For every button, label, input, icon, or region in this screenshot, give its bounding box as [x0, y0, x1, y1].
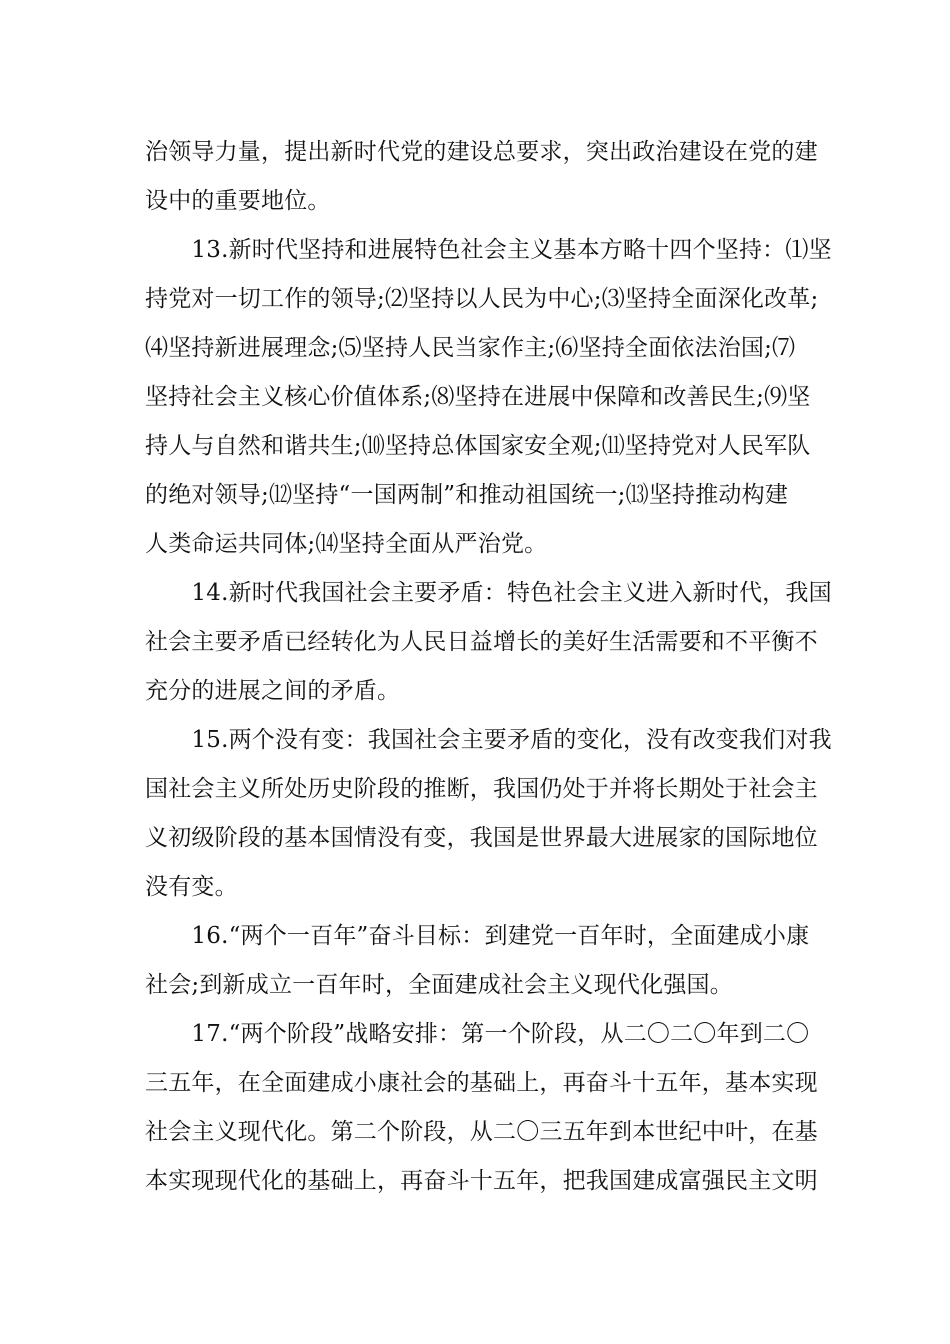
document-body: [145, 128, 832, 1206]
text-line: 社会;到新成立一百年时，全面建成社会主义现代化强国。: [145, 972, 733, 998]
paragraph-12-continued: [145, 128, 825, 226]
text-line: 15.两个没有变：我国社会主要矛盾的变化，没有改变我们对我: [145, 727, 832, 753]
text-line: 持人与自然和谐共生;⑽坚持总体国家安全观;⑾坚持党对人民军队: [145, 433, 811, 459]
text-line: 13.新时代坚持和进展特色社会主义基本方略十四个坚持：⑴坚: [145, 237, 832, 263]
text-line: 人类命运共同体;⒁坚持全面从严治党。: [145, 531, 548, 557]
text-line: 社会主要矛盾已经转化为人民日益增长的美好生活需要和不平衡不: [145, 629, 818, 655]
text-line: 17.“两个阶段”战略安排：第一个阶段，从二〇二〇年到二〇: [145, 1021, 810, 1047]
text-line: 的绝对领导;⑿坚持“一国两制”和推动祖国统一;⒀坚持推动构建: [145, 482, 789, 508]
text-line: 三五年，在全面建成小康社会的基础上，再奋斗十五年，基本实现: [145, 1070, 818, 1096]
text-line: 没有变。: [145, 874, 238, 900]
text-line: 持党对一切工作的领导;⑵坚持以人民为中心;⑶坚持全面深化改革;: [145, 286, 819, 312]
text-line: ⑷坚持新进展理念;⑸坚持人民当家作主;⑹坚持全面依法治国;⑺: [145, 335, 796, 361]
text-line: 义初级阶段的基本国情没有变，我国是世界最大进展家的国际地位: [145, 825, 818, 851]
text-line: 治领导力量，提出新时代党的建设总要求，突出政治建设在党的建: [145, 139, 818, 165]
paragraph-13: [145, 226, 832, 569]
text-line: 坚持社会主义核心价值体系;⑻坚持在进展中保障和改善民生;⑼坚: [145, 384, 811, 410]
text-line: 16.“两个一百年”奋斗目标：到建党一百年时，全面建成小康: [145, 923, 810, 949]
text-line: 国社会主义所处历史阶段的推断，我国仍处于并将长期处于社会主: [145, 776, 818, 802]
text-line: 14.新时代我国社会主要矛盾：特色社会主义进入新时代，我国: [145, 580, 832, 606]
text-line: 设中的重要地位。: [145, 188, 331, 214]
paragraph-15: [145, 716, 832, 912]
text-line: 本实现现代化的基础上，再奋斗十五年，把我国建成富强民主文明: [145, 1168, 818, 1194]
paragraph-17: [145, 1010, 825, 1206]
paragraph-16: [145, 912, 825, 1010]
text-line: 社会主义现代化。第二个阶段，从二〇三五年到本世纪中叶，在基: [145, 1119, 818, 1145]
text-line: 充分的进展之间的矛盾。: [145, 678, 401, 704]
paragraph-14: [145, 569, 832, 716]
